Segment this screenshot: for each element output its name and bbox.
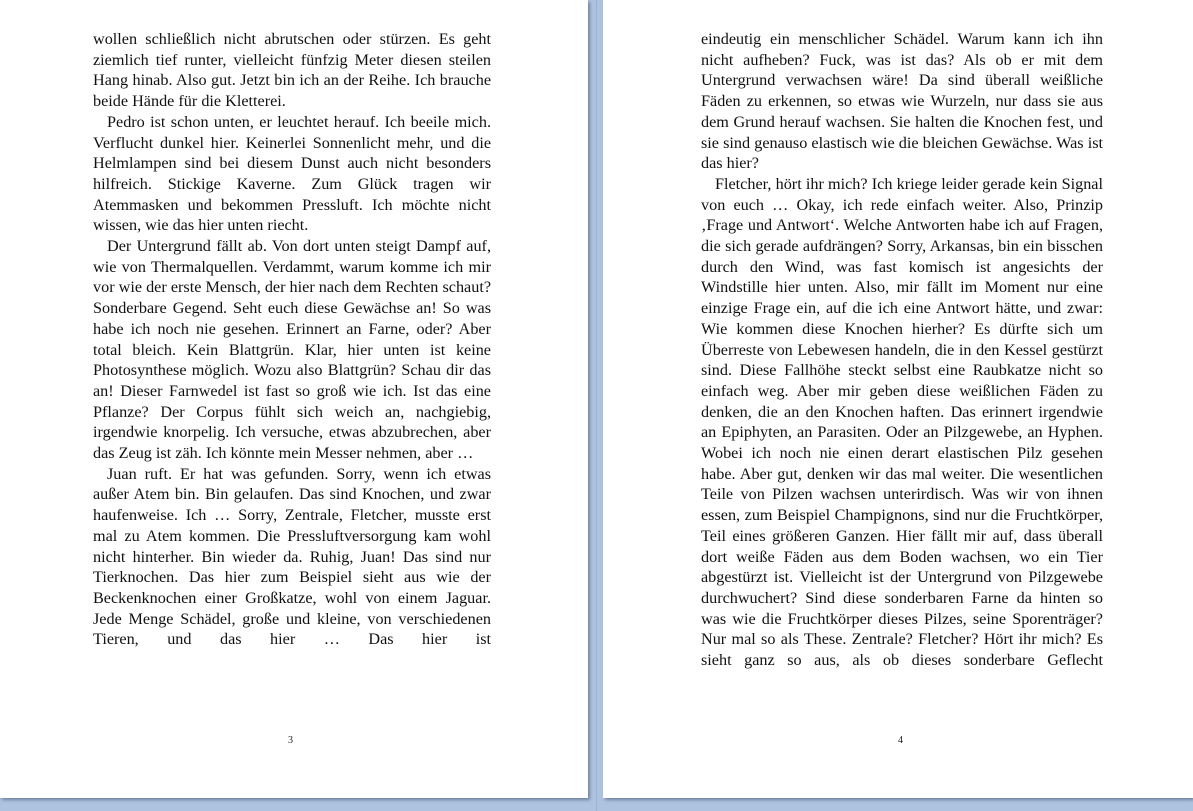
page-number: 3 — [288, 735, 293, 746]
paragraph: Fletcher, hört ihr mich? Ich kriege leider gerade kein Signal von euch … Okay, ich rede einfach weiter. Also, Prinzip ‚Frage und Antwort‘. Welche Antworten habe ich auf Fragen, die sich gerade aufdrängen? Sorry, Arkansas, bin ein bisschen durch den Wind, was fast komisch ist angesichts der Windstille hier unten. Also, mir fällt im Moment nur eine einzige Frage ein, auf die ich eine Antwort hätte, und zwar: Wie kommen diese Knochen hierher? Es dürfte sich um Überreste von Lebewesen handeln, die in den Kessel gestürzt sind. Diese Fallhöhe steckt selbst eine Raubkatze nicht so einfach weg. Aber mir geben diese weißlichen Fäden zu denken, die an den Knochen haften. Das erinnert irgendwie an Epiphyten, an Parasiten. Oder an Pilzgewebe, an Hyphen. Wobei ich noch nie einen derart elastischen Pilz gesehen habe. Aber gut, denken wir das mal weiter. Die wesentlichen Teile von Pilzen wachsen unterirdisch. Was wir von ihnen essen, zum Beispiel Champignons, sind nur die Fruchtkörper, Teil eines größeren Ganzen. Hier fällt mir auf, dass überall dort weiße Fäden aus dem Boden wachsen, wo ein Tier abgestürzt ist. Vielleicht ist der Untergrund von Pilzgewebe durchwuchert? Sind diese sonderbaren Farne da hinten so was wie die Fruchtkörper dieses Pilzes, seine Sporenträger? Nur mal so als These. Zentrale? Fletcher? Hört ihr mich? Es sieht ganz so aus, als ob dieses sonderbare Geflecht — [701, 174, 1103, 670]
page-gutter — [596, 0, 597, 811]
page-3 — [0, 0, 588, 798]
page-3-text — [93, 29, 491, 650]
paragraph: wollen schließlich nicht abrutschen oder stürzen. Es geht ziemlich tief runter, vielleicht fünfzig Meter diesen steilen Hang hinab. Also gut. Jetzt bin ich an der Reihe. Ich brauche beide Hände für die Kletterei. — [93, 30, 491, 111]
paragraph: Pedro ist schon unten, er leuchtet herauf. Ich beeile mich. Verflucht dunkel hier. Keinerlei Sonnenlicht mehr, und die Helmlampen sind bei diesem Dunst auch nicht besonders hilfreich. Stickige Kaverne. Zum Glück tragen wir Atemmasken und bekommen Pressluft. Ich möchte nicht wissen, wie das hier unten riecht. — [93, 112, 491, 235]
paragraph: eindeutig ein menschlicher Schädel. Warum kann ich ihn nicht aufheben? Fuck, was ist das? Als ob er mit dem Untergrund verwachsen wäre! Da sind überall weißliche Fäden zu erkennen, so etwas wie Wurzeln, nur dass sie aus dem Grund herauf wachsen. Sie halten die Knochen fest, und sie sind genauso elastisch wie die bleichen Gewächse. Was ist das hier? — [701, 30, 1103, 173]
paragraph: Juan ruft. Er hat was gefunden. Sorry, wenn ich etwas außer Atem bin. Bin gelaufen. Das sind Knochen, und zwar haufenweise. Ich … Sorry, Zentrale, Fletcher, musste erst mal zu Atem kommen. Die Pressluftversorgung kam wohl nicht hinterher. Bin wieder da. Ruhig, Juan! Das sind nur Tierknochen. Das hier zum Beispiel sieht aus wie der Beckenknochen einer Großkatze, wohl von einem Jaguar. Jede Menge Schädel, große und kleine, von verschiedenen Tieren, und das hier … Das hier ist — [93, 464, 491, 649]
page-4-text — [701, 29, 1103, 671]
page-number: 4 — [898, 735, 903, 746]
paragraph: Der Untergrund fällt ab. Von dort unten steigt Dampf auf, wie von Thermalquellen. Verdammt, warum komme ich mir vor wie der erste Mensch, der hier nach dem Rechten schaut? Sonderbare Gegend. Seht euch diese Gewächse an! So was habe ich noch nie gesehen. Erinnert an Farne, oder? Aber total bleich. Kein Blattgrün. Klar, hier unten ist keine Photosynthese möglich. Wozu also Blattgrün? Schau dir das an! Dieser Farnwedel ist fast so groß wie ich. Ist das eine Pflanze? Der Corpus fühlt sich weich an, nachgiebig, irgendwie knorpelig. Ich versuche, etwas abzubrechen, aber das Zeug ist zäh. Ich könnte mein Messer nehmen, aber … — [93, 237, 491, 463]
page-4 — [603, 0, 1193, 798]
